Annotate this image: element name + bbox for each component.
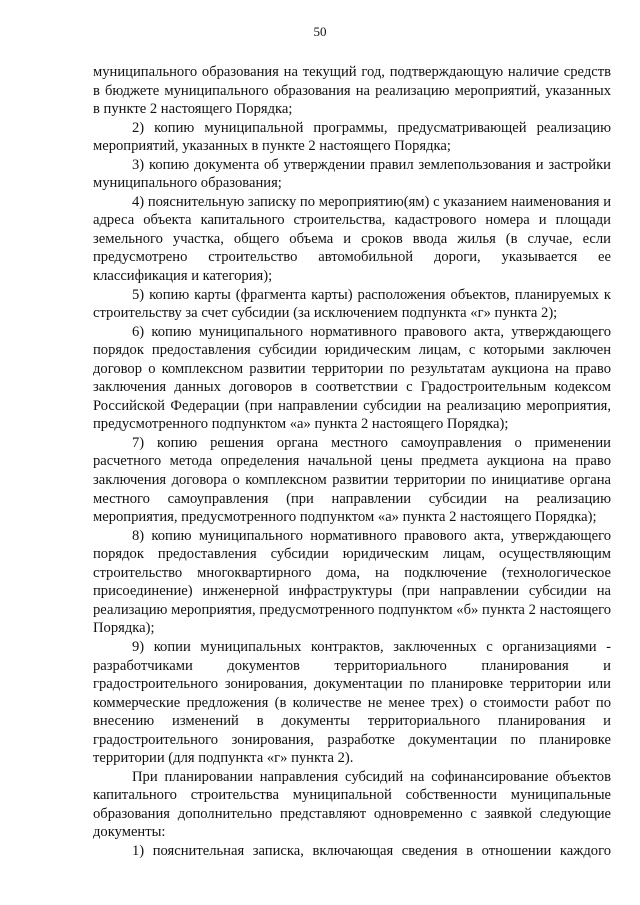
list-item-3: 3) копию документа об утверждении правил землепользования и застройки муниципального образования; <box>93 156 611 192</box>
page-number: 50 <box>313 24 327 39</box>
list-item-6: 6) копию муниципального нормативного правового акта, утверждающего порядок предоставления субсидии юридическим лицам, с которыми заключен договор о комплексном развитии территории по результатам аукциона на право заключения данных договоров в соответствии с Градостроительным кодексом Российской Федерации (при направлении субсидии на реализацию мероприятия, предусмотренного подпунктом «а» пункта 2 настоящего Порядка); <box>93 323 611 433</box>
list-item-8: 8) копию муниципального нормативного правового акта, утверждающего порядок предоставления субсидии юридическим лицам, осуществляющим строительство многоквартирного дома, на подключение (технологическое присоединение) инженерной инфраструктуры (при направлении субсидии на реализацию мероприятия, предусмотренного подпунктом «б» пункта 2 настоящего Порядка); <box>93 527 611 637</box>
list-item-5: 5) копию карты (фрагмента карты) расположения объектов, планируемых к строительству за счет субсидии (за исключением подпункта «г» пункта 2); <box>93 286 611 322</box>
paragraph-continuation: муниципального образования на текущий год, подтверждающую наличие средств в бюджете муниципального образования на реализацию мероприятий, указанных в пункте 2 настоящего Порядка; <box>93 64 611 118</box>
list-item-9: 9) копии муниципальных контрактов, заключенных с организациями - разработчиками документов территориального планирования и градостроительного зонирования, документации по планировке территории или коммерческие предложения (в количестве не менее трех) о стоимости работ по внесению изменений в документы территориального планирования и градостроительного зонирования, разработке документации по планировке территории (для подпункта «г» пункта 2). <box>93 638 611 767</box>
list-item-4: 4) пояснительную записку по мероприятию(ям) с указанием наименования и адреса объекта капитального строительства, кадастрового номера и площади земельного участка, общего объема и сроков ввода жилья (в случае, если предусмотрено строительство автомобильной дороги, указывается ее классификация и категория); <box>93 193 611 285</box>
list-item-additional-1: 1) пояснительная записка, включающая сведения в отношении каждого <box>132 842 611 859</box>
list-item-2: 2) копию муниципальной программы, предусматривающей реализацию мероприятий, указанных в пункте 2 настоящего Порядка; <box>93 119 611 155</box>
document-body <box>93 63 611 861</box>
paragraph-additional-documents: При планировании направления субсидий на софинансирование объектов капитального строительства муниципальной собственности муниципальные образования дополнительно представляют одновременно с заявкой следующие документы: <box>93 768 611 841</box>
list-item-7: 7) копию решения органа местного самоуправления о применении расчетного метода определения начальной цены предмета аукциона на право заключения договора о комплексном развитии территории по инициативе органа местного самоуправления (при направлении субсидии на реализацию мероприятия, предусмотренного подпунктом «а» пункта 2 настоящего Порядка); <box>93 434 611 526</box>
